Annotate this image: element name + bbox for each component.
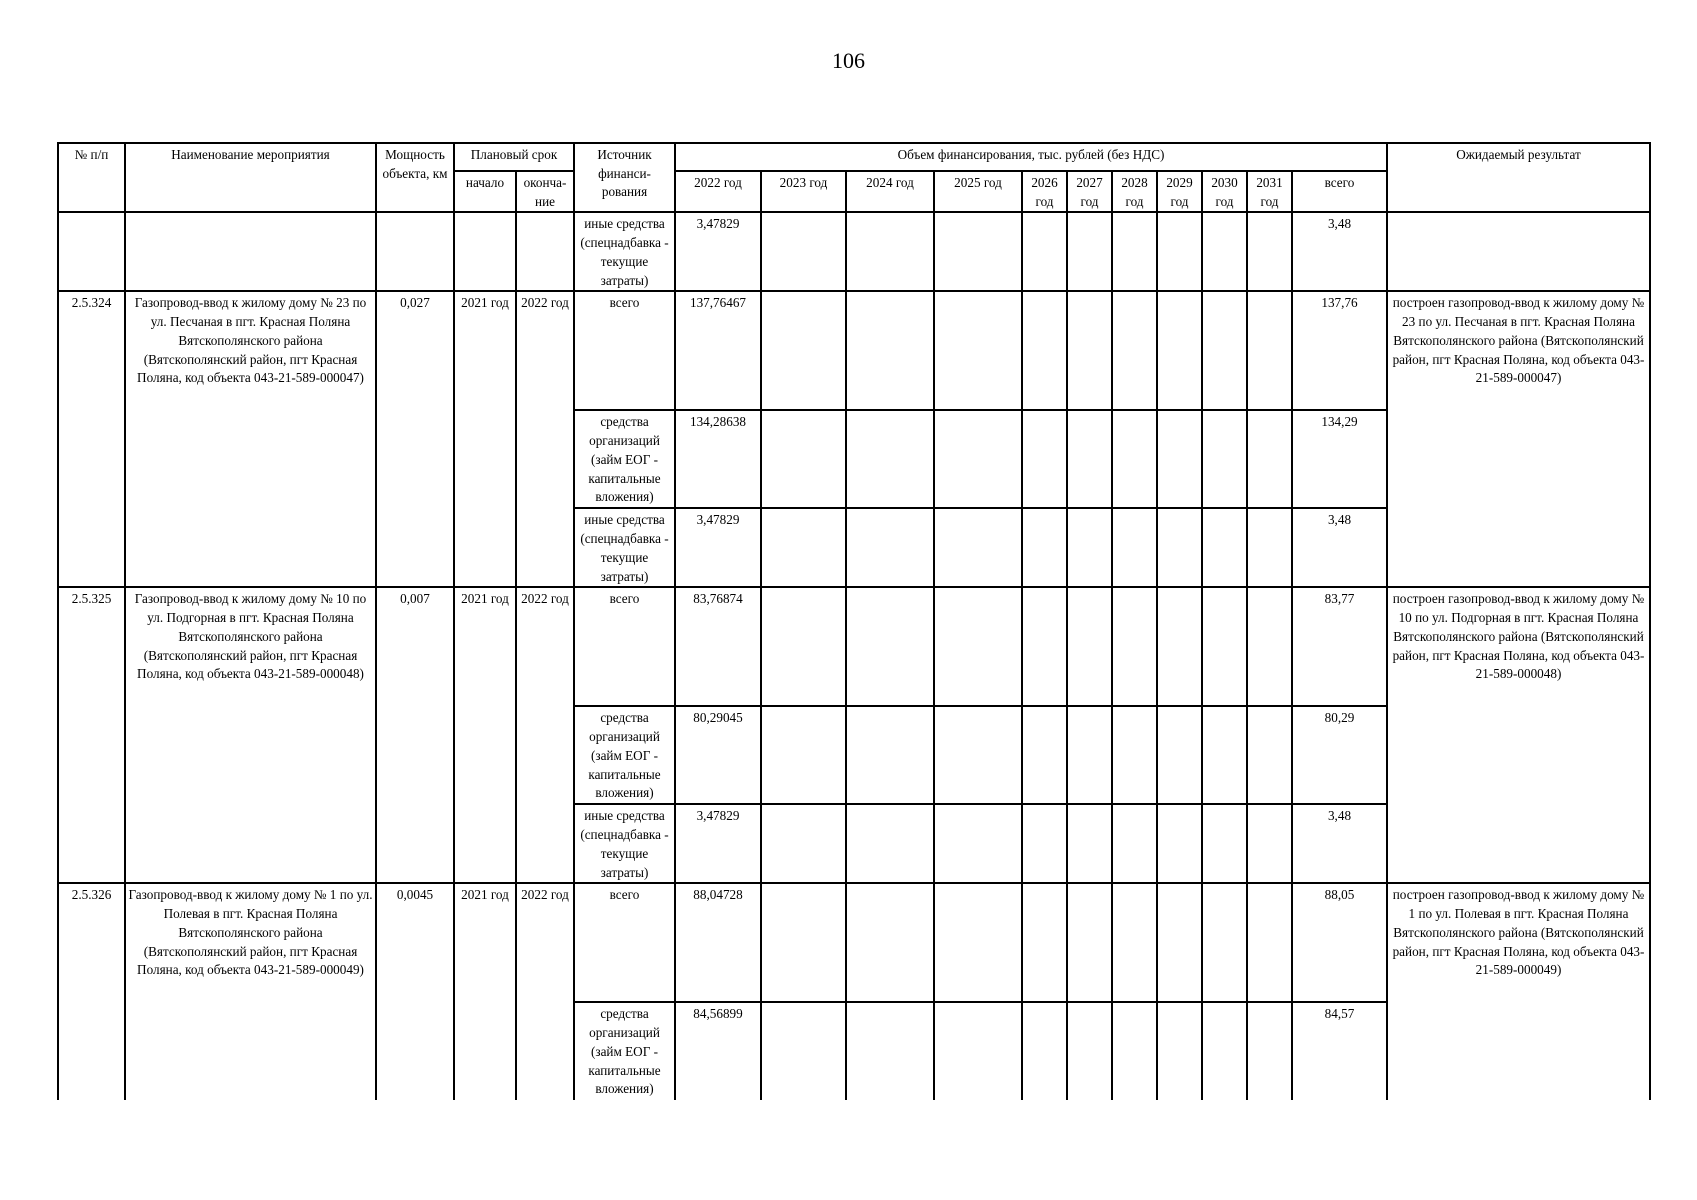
- amount-empty: [761, 1002, 846, 1100]
- item-result: построен газопровод-ввод к жилому дому № 10 по ул. Подгорная в пгт. Красная Поляна Вятскополянского района (Вятскополянский район, пгт Красная Поляна, код объекта 043-21-589-000048): [1387, 587, 1650, 883]
- header-year: 2030 год: [1202, 171, 1247, 212]
- amount-empty: [846, 804, 934, 883]
- amount-empty: [1202, 291, 1247, 410]
- amount-total: 84,57: [1292, 1002, 1387, 1100]
- amount-empty: [1067, 804, 1112, 883]
- amount-empty: [1067, 587, 1112, 706]
- amount-empty: [934, 804, 1022, 883]
- header-name: Наименование мероприятия: [125, 143, 376, 212]
- amount-empty: [1202, 587, 1247, 706]
- amount-empty: [761, 410, 846, 508]
- item-number: 2.5.324: [58, 291, 125, 587]
- amount-total: 134,29: [1292, 410, 1387, 508]
- funding-source: иные средства (спецнадбавка - текущие затраты): [574, 804, 675, 883]
- funding-source: средства организаций (займ ЕОГ - капитальные вложения): [574, 706, 675, 804]
- header-year: 2024 год: [846, 171, 934, 212]
- item-end: 2022 год: [516, 291, 574, 587]
- carryover-row: [58, 212, 1650, 291]
- amount-empty: [934, 706, 1022, 804]
- header-year: 2027 год: [1067, 171, 1112, 212]
- item-capacity: 0,027: [376, 291, 454, 587]
- amount-empty: [1157, 410, 1202, 508]
- amount-empty: [934, 1002, 1022, 1100]
- amount-empty: [1112, 804, 1157, 883]
- amount-total: 3,48: [1292, 212, 1387, 291]
- amount-total: 80,29: [1292, 706, 1387, 804]
- header-source: Источник финанси-рования: [574, 143, 675, 212]
- header-capacity: Мощность объекта, км: [376, 143, 454, 212]
- amount-empty: [1022, 1002, 1067, 1100]
- header-term: Плановый срок: [454, 143, 574, 171]
- header-volume: Объем финансирования, тыс. рублей (без НДС): [675, 143, 1387, 171]
- funding-source: средства организаций (займ ЕОГ - капитальные вложения): [574, 410, 675, 508]
- amount-empty: [934, 508, 1022, 587]
- amount-empty: [1247, 508, 1292, 587]
- amount-empty: [1157, 706, 1202, 804]
- amount-empty: [761, 587, 846, 706]
- amount-2022: 134,28638: [675, 410, 761, 508]
- header-year: 2028 год: [1112, 171, 1157, 212]
- item-capacity: 0,007: [376, 587, 454, 883]
- amount-2022: 137,76467: [675, 291, 761, 410]
- amount-empty: [1202, 804, 1247, 883]
- item-result: построен газопровод-ввод к жилому дому № 23 по ул. Песчаная в пгт. Красная Поляна Вятскополянского района (Вятскополянский район, пгт Красная Поляна, код объекта 043-21-589-000047): [1387, 291, 1650, 587]
- header-result: Ожидаемый результат: [1387, 143, 1650, 212]
- amount-2022: 3,47829: [675, 212, 761, 291]
- amount-empty: [846, 883, 934, 1002]
- amount-empty: [1247, 706, 1292, 804]
- item-start: 2021 год: [454, 883, 516, 1100]
- amount-empty: [1202, 508, 1247, 587]
- amount-empty: [1247, 804, 1292, 883]
- amount-empty: [761, 883, 846, 1002]
- header-year: 2025 год: [934, 171, 1022, 212]
- amount-empty: [934, 587, 1022, 706]
- amount-empty: [934, 883, 1022, 1002]
- amount-empty: [1112, 291, 1157, 410]
- amount-empty: [1112, 410, 1157, 508]
- amount-empty: [934, 291, 1022, 410]
- amount-empty: [934, 410, 1022, 508]
- amount-empty: [1247, 291, 1292, 410]
- amount-empty: [1022, 410, 1067, 508]
- table-row: [58, 883, 1650, 1002]
- amount-empty: [846, 291, 934, 410]
- amount-empty: [1067, 410, 1112, 508]
- item-number: 2.5.326: [58, 883, 125, 1100]
- header-year: 2031 год: [1247, 171, 1292, 212]
- item-number: 2.5.325: [58, 587, 125, 883]
- amount-empty: [1067, 291, 1112, 410]
- amount-2022: 88,04728: [675, 883, 761, 1002]
- amount-empty: [1022, 706, 1067, 804]
- amount-empty: [846, 508, 934, 587]
- item-result: построен газопровод-ввод к жилому дому № 1 по ул. Полевая в пгт. Красная Поляна Вятскополянского района (Вятскополянский район, пгт Красная Поляна, код объекта 043-21-589-000049): [1387, 883, 1650, 1100]
- header-year: 2026 год: [1022, 171, 1067, 212]
- amount-2022: 83,76874: [675, 587, 761, 706]
- amount-empty: [1067, 1002, 1112, 1100]
- amount-empty: [1202, 1002, 1247, 1100]
- amount-empty: [846, 410, 934, 508]
- table-row: [58, 291, 1650, 410]
- amount-empty: [846, 706, 934, 804]
- amount-empty: [1157, 804, 1202, 883]
- amount-empty: [1247, 410, 1292, 508]
- item-name: Газопровод-ввод к жилому дому № 23 по ул. Песчаная в пгт. Красная Поляна Вятскополянского района (Вятскополянский район, пгт Красная Поляна, код объекта 043-21-589-000047): [125, 291, 376, 587]
- funding-source: средства организаций (займ ЕОГ - капитальные вложения): [574, 1002, 675, 1100]
- item-end: 2022 год: [516, 587, 574, 883]
- amount-empty: [1157, 508, 1202, 587]
- amount-empty: [761, 706, 846, 804]
- amount-empty: [1247, 587, 1292, 706]
- header-term-start: начало: [454, 171, 516, 212]
- item-start: 2021 год: [454, 291, 516, 587]
- amount-2022: 84,56899: [675, 1002, 761, 1100]
- amount-empty: [846, 1002, 934, 1100]
- amount-empty: [1157, 883, 1202, 1002]
- financing-table: [57, 142, 1651, 1100]
- header-total: всего: [1292, 171, 1387, 212]
- amount-empty: [1247, 883, 1292, 1002]
- amount-empty: [846, 587, 934, 706]
- amount-empty: [1022, 804, 1067, 883]
- page-number: 106: [832, 48, 865, 73]
- amount-2022: 3,47829: [675, 804, 761, 883]
- header-year: 2029 год: [1157, 171, 1202, 212]
- table-row: [58, 587, 1650, 706]
- funding-source: иные средства (спецнадбавка - текущие затраты): [574, 508, 675, 587]
- amount-2022: 3,47829: [675, 508, 761, 587]
- amount-empty: [1157, 1002, 1202, 1100]
- amount-total: 88,05: [1292, 883, 1387, 1002]
- amount-empty: [1202, 706, 1247, 804]
- amount-empty: [761, 804, 846, 883]
- funding-source: иные средства (спецнадбавка - текущие затраты): [574, 212, 675, 291]
- item-start: 2021 год: [454, 587, 516, 883]
- amount-total: 3,48: [1292, 508, 1387, 587]
- header-year: 2022 год: [675, 171, 761, 212]
- amount-empty: [1067, 706, 1112, 804]
- amount-empty: [1157, 587, 1202, 706]
- amount-total: 3,48: [1292, 804, 1387, 883]
- amount-empty: [1112, 508, 1157, 587]
- amount-empty: [1112, 587, 1157, 706]
- amount-2022: 80,29045: [675, 706, 761, 804]
- amount-total: 137,76: [1292, 291, 1387, 410]
- amount-empty: [1022, 587, 1067, 706]
- item-name: Газопровод-ввод к жилому дому № 10 по ул. Подгорная в пгт. Красная Поляна Вятскополянского района (Вятскополянский район, пгт Красная Поляна, код объекта 043-21-589-000048): [125, 587, 376, 883]
- item-end: 2022 год: [516, 883, 574, 1100]
- header-no: № п/п: [58, 143, 125, 212]
- amount-empty: [1067, 508, 1112, 587]
- amount-empty: [1157, 291, 1202, 410]
- amount-empty: [1112, 706, 1157, 804]
- amount-total: 83,77: [1292, 587, 1387, 706]
- amount-empty: [1247, 1002, 1292, 1100]
- funding-source: всего: [574, 291, 675, 410]
- amount-empty: [1112, 883, 1157, 1002]
- amount-empty: [761, 508, 846, 587]
- amount-empty: [1022, 291, 1067, 410]
- item-capacity: 0,0045: [376, 883, 454, 1100]
- amount-empty: [1112, 1002, 1157, 1100]
- amount-empty: [761, 291, 846, 410]
- funding-source: всего: [574, 587, 675, 706]
- header-term-end: оконча-ние: [516, 171, 574, 212]
- item-name: Газопровод-ввод к жилому дому № 1 по ул. Полевая в пгт. Красная Поляна Вятскополянского района (Вятскополянский район, пгт Красная Поляна, код объекта 043-21-589-000049): [125, 883, 376, 1100]
- amount-empty: [1022, 508, 1067, 587]
- amount-empty: [1202, 883, 1247, 1002]
- amount-empty: [1202, 410, 1247, 508]
- amount-empty: [1067, 883, 1112, 1002]
- header-row: [58, 143, 1650, 171]
- header-year: 2023 год: [761, 171, 846, 212]
- amount-empty: [1022, 883, 1067, 1002]
- funding-source: всего: [574, 883, 675, 1002]
